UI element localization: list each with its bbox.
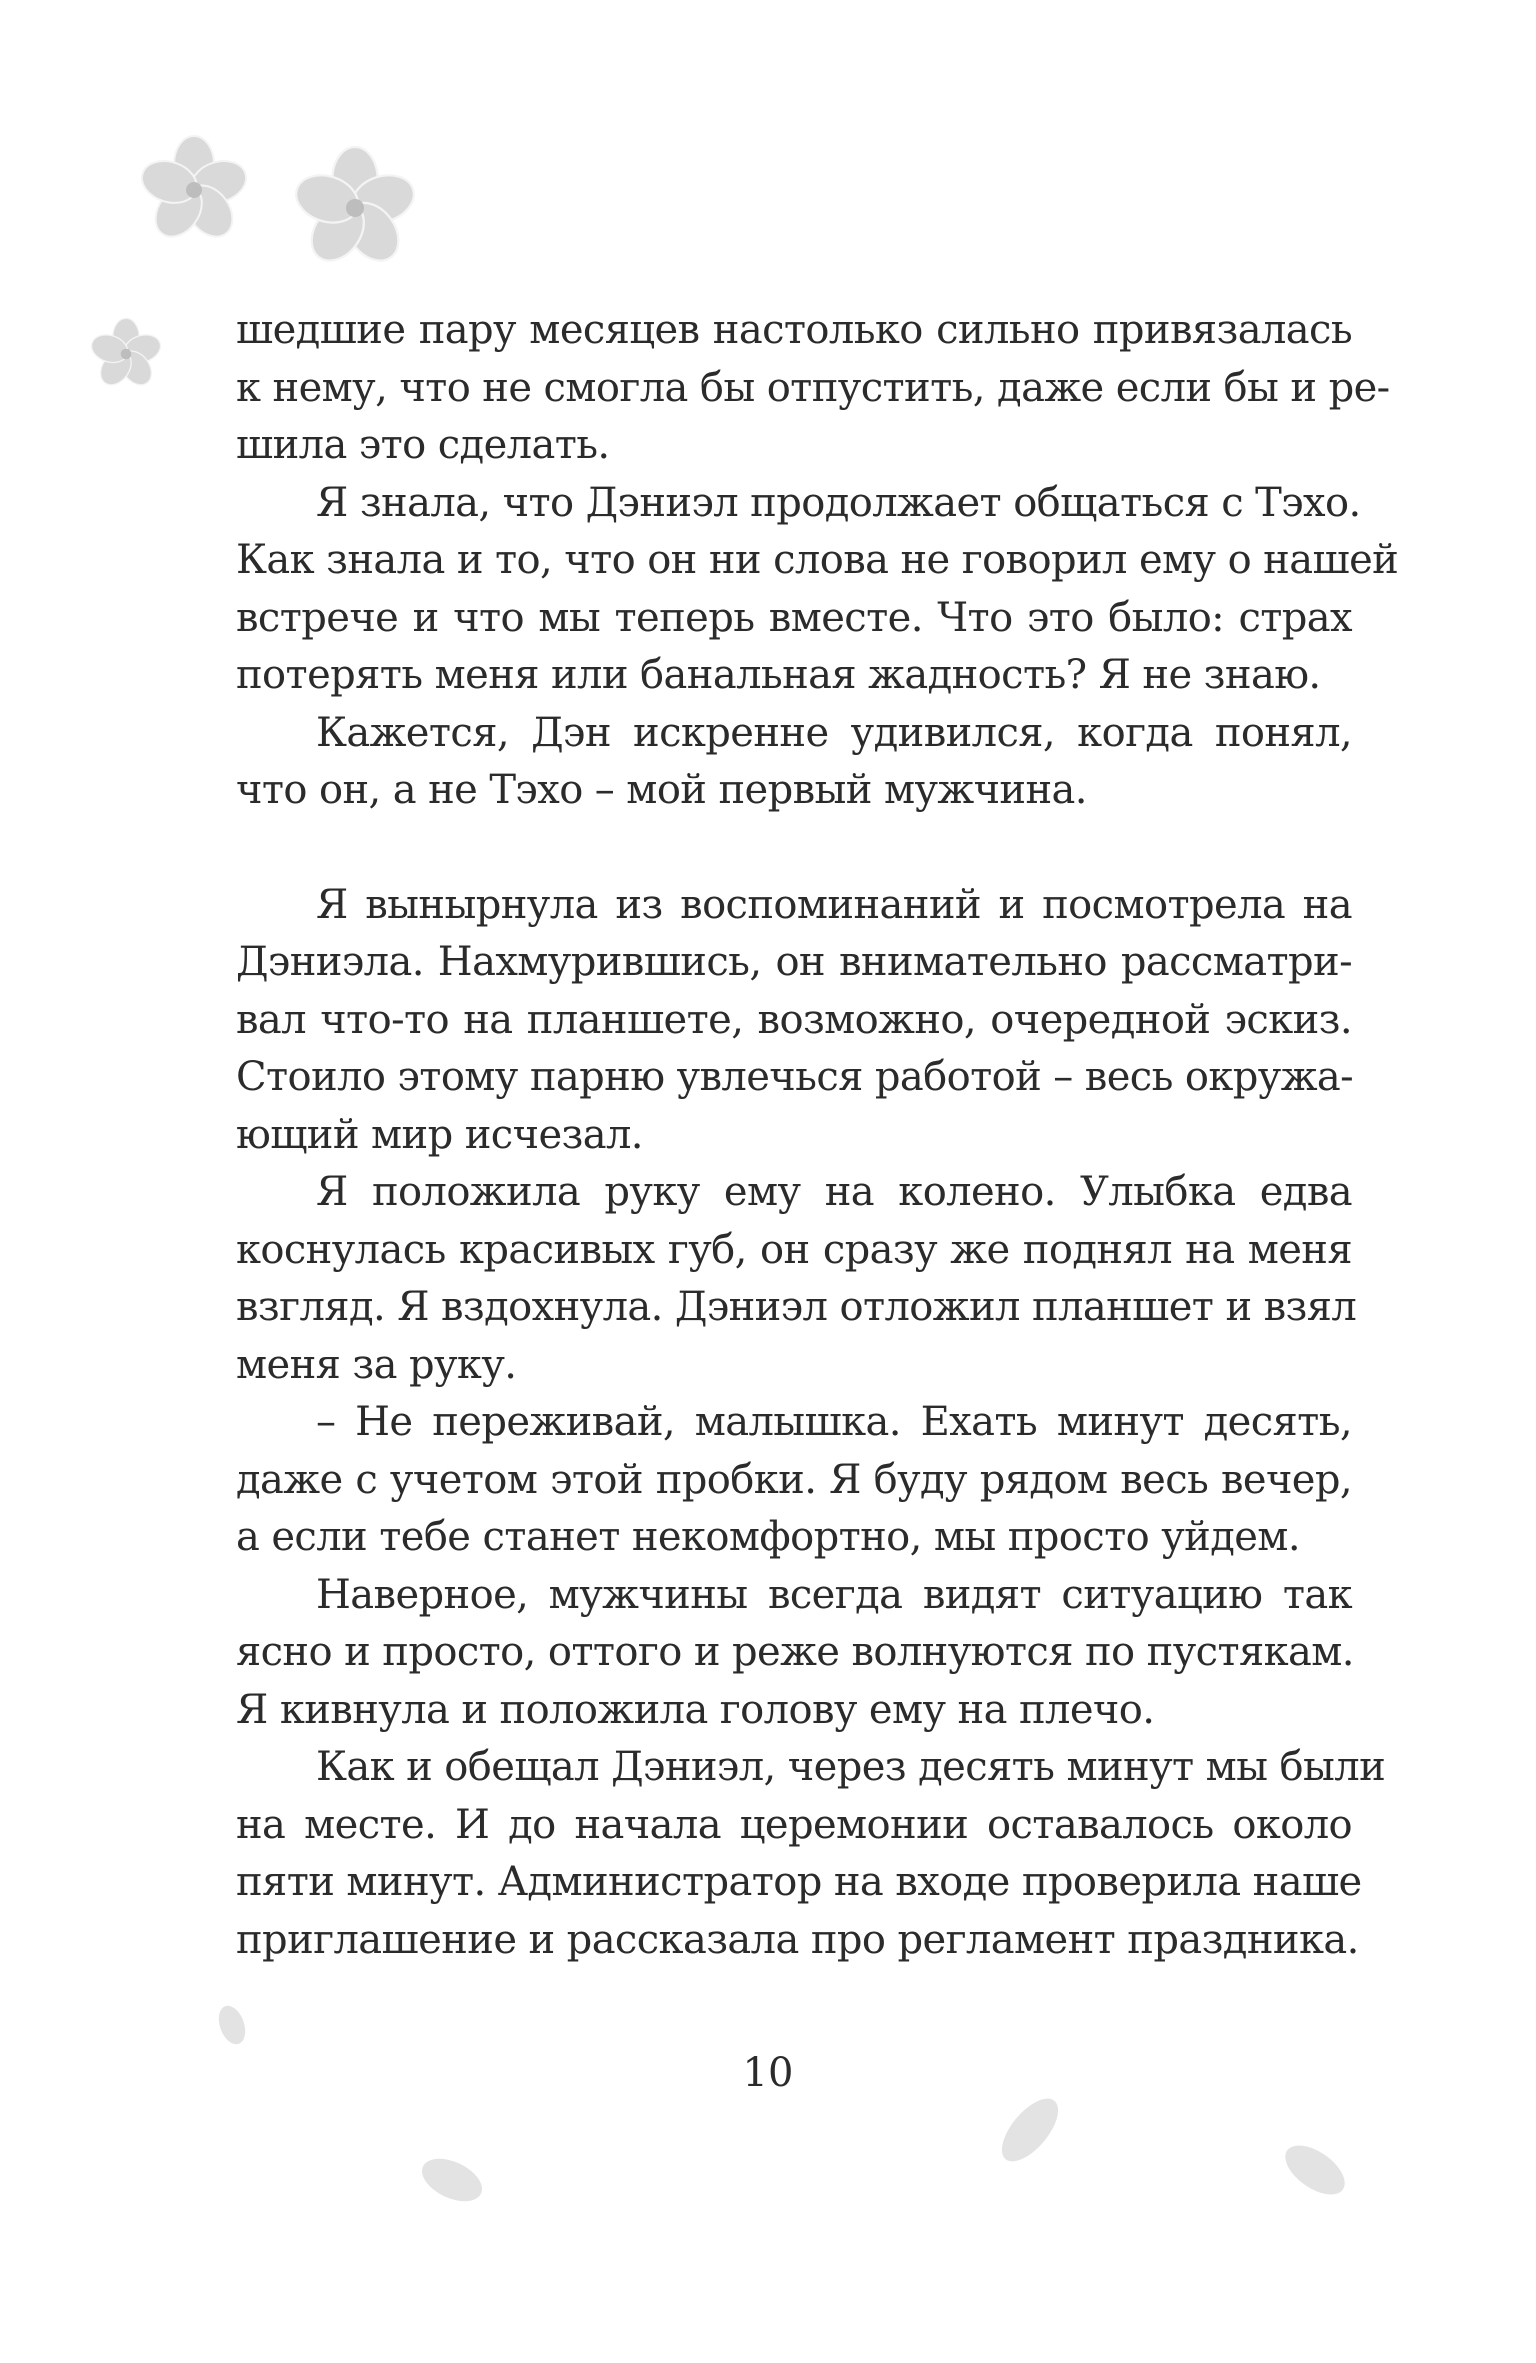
text-line: пяти минут. Администратор на входе проверила наше xyxy=(236,1859,1362,1905)
text-line: Наверное, мужчины всегда видят ситуацию так xyxy=(316,1571,1352,1618)
text-line: Стоило этому парню увлечься работой – весь окружа- xyxy=(236,1054,1354,1100)
petal-icon xyxy=(1275,2135,1355,2205)
text-line: Как знала и то, что он ни слова не говорил ему о нашей xyxy=(236,537,1399,583)
text-line: ющий мир исчезал. xyxy=(236,1111,643,1158)
text-line: на месте. И до начала церемонии оставалось около xyxy=(236,1801,1352,1848)
flower-center xyxy=(121,349,132,360)
text-line: Я положила руку ему на колено. Улыбка едва xyxy=(316,1169,1352,1215)
page-number: 10 xyxy=(742,2050,794,2096)
flower-small-left-icon xyxy=(85,313,167,395)
flower-large-left-icon xyxy=(132,128,256,252)
text-line: ясно и просто, оттого и реже волнуются по пустякам. xyxy=(236,1629,1354,1675)
body-text xyxy=(236,302,1399,1969)
text-line: – Не переживай, малышка. Ехать минут десять, xyxy=(316,1399,1352,1445)
text-line: Дэниэла. Нахмурившись, он внимательно рассматри- xyxy=(236,939,1352,985)
text-line: меня за руку. xyxy=(236,1341,517,1388)
text-line: Я кивнула и положила голову ему на плечо. xyxy=(236,1686,1155,1733)
text-line: приглашение и рассказала про регламент праздника. xyxy=(236,1916,1359,1963)
text-line: что он, а не Тэхо – мой первый мужчина. xyxy=(236,767,1087,813)
flower-petals xyxy=(290,147,420,271)
text-line: встрече и что мы теперь вместе. Что это было: страх xyxy=(236,594,1352,641)
text-line: шила это сделать. xyxy=(236,422,610,468)
text-line: потерять меня или банальная жадность? Я не знаю. xyxy=(236,652,1321,698)
text-line: Кажется, Дэн искренне удивился, когда понял, xyxy=(316,709,1352,756)
text-line: шедшие пару месяцев настолько сильно привязалась xyxy=(236,307,1352,353)
flower-center xyxy=(186,182,202,198)
flower-center xyxy=(346,199,364,217)
text-line: к нему, что не смогла бы отпустить, даже если бы и ре- xyxy=(236,364,1390,411)
text-line: Как и обещал Дэниэл, через десять минут мы были xyxy=(316,1744,1386,1790)
petal-icon xyxy=(412,2150,492,2210)
flower-petals xyxy=(136,136,251,245)
text-line: Я вынырнула из воспоминаний и посмотрела на xyxy=(316,881,1352,928)
petal-icon xyxy=(985,2085,1075,2175)
text-line: взгляд. Я вздохнула. Дэниэл отложил планшет и взял xyxy=(236,1284,1357,1330)
text-line: вал что-то на планшете, возможно, очередной эскиз. xyxy=(236,996,1352,1043)
text-line: Я знала, что Дэниэл продолжает общаться с Тэхо. xyxy=(316,479,1361,526)
text-line: а если тебе станет некомфортно, мы просто уйдем. xyxy=(236,1514,1300,1560)
text-line: даже с учетом этой пробки. Я буду рядом весь вечер, xyxy=(236,1456,1352,1503)
petal-icon xyxy=(212,2000,252,2050)
text-line: коснулась красивых губ, он сразу же поднял на меня xyxy=(236,1226,1352,1273)
flower-petals xyxy=(88,318,164,390)
flower-large-right-icon xyxy=(285,138,425,278)
